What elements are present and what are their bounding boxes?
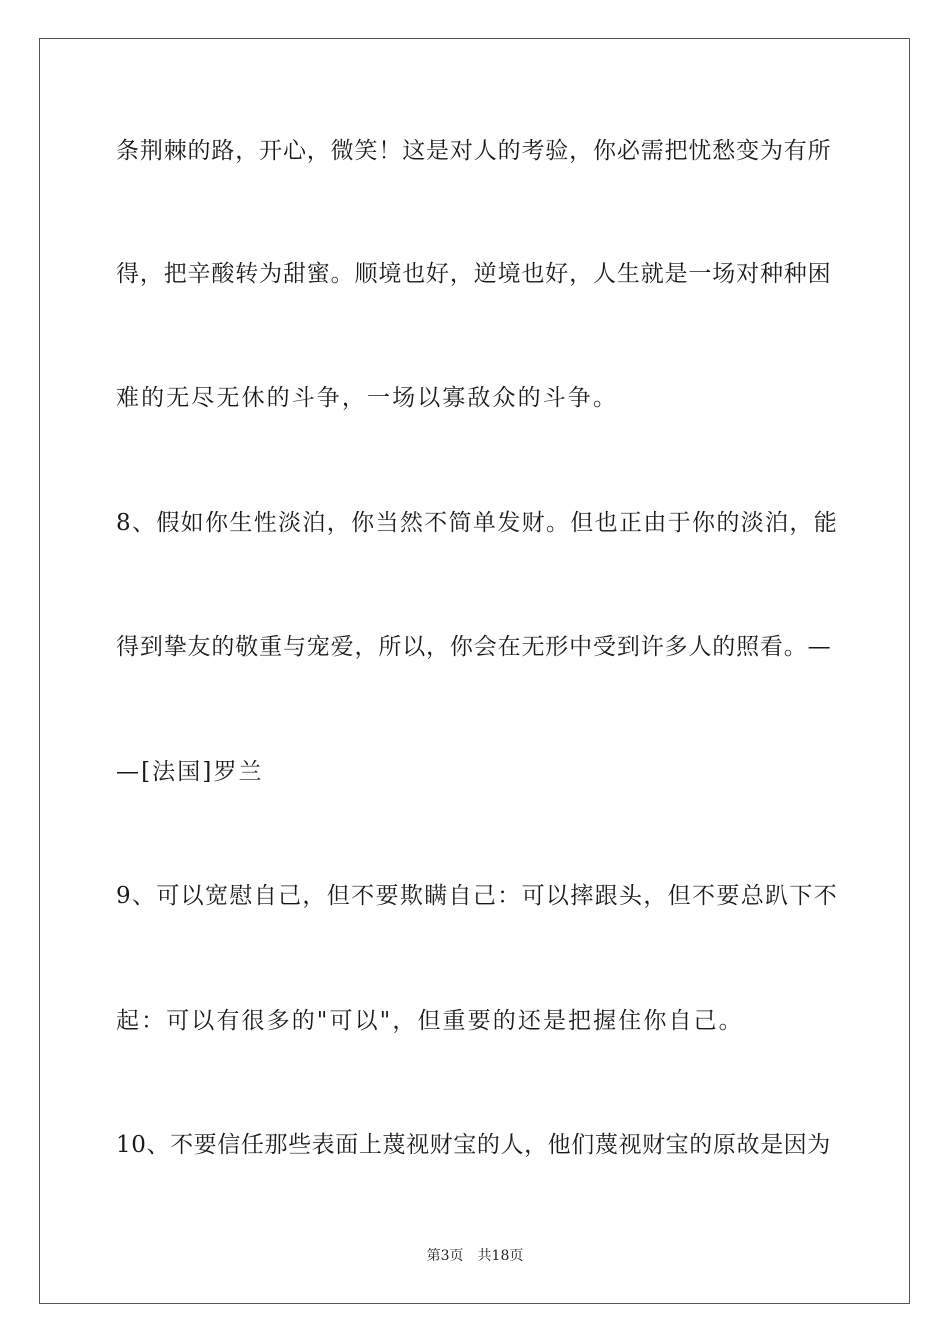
paragraph-line: 得，把辛酸转为甜蜜。顺境也好，逆境也好，人生就是一场对种种困	[116, 261, 832, 287]
paragraph-line: 起：可以有很多的"可以"，但重要的还是把握住你自己。	[116, 1008, 744, 1034]
paragraph-line: 难的无尽无休的斗争，一场以寡敌众的斗争。	[116, 385, 618, 411]
page-number: 第3页	[426, 1248, 464, 1264]
page-total: 共18页	[477, 1248, 524, 1264]
paragraph-line: 10、不要信任那些表面上蔑视财宝的人，他们蔑视财宝的原故是因为	[116, 1132, 831, 1158]
paragraph-line: —[法国]罗兰	[116, 759, 264, 785]
page-footer	[0, 1246, 950, 1266]
paragraph-line: 8、假如你生性淡泊，你当然不简单发财。但也正由于你的淡泊，能	[116, 510, 839, 536]
paragraph-line: 9、可以宽慰自己，但不要欺瞒自己：可以摔跟头，但不要总趴下不	[116, 883, 839, 909]
page-border	[39, 38, 910, 1304]
paragraph-line: 得到挚友的敬重与宠爱，所以，你会在无形中受到许多人的照看。—	[116, 634, 832, 660]
paragraph-line: 条荆棘的路，开心，微笑！这是对人的考验，你必需把忧愁变为有所	[116, 138, 832, 164]
